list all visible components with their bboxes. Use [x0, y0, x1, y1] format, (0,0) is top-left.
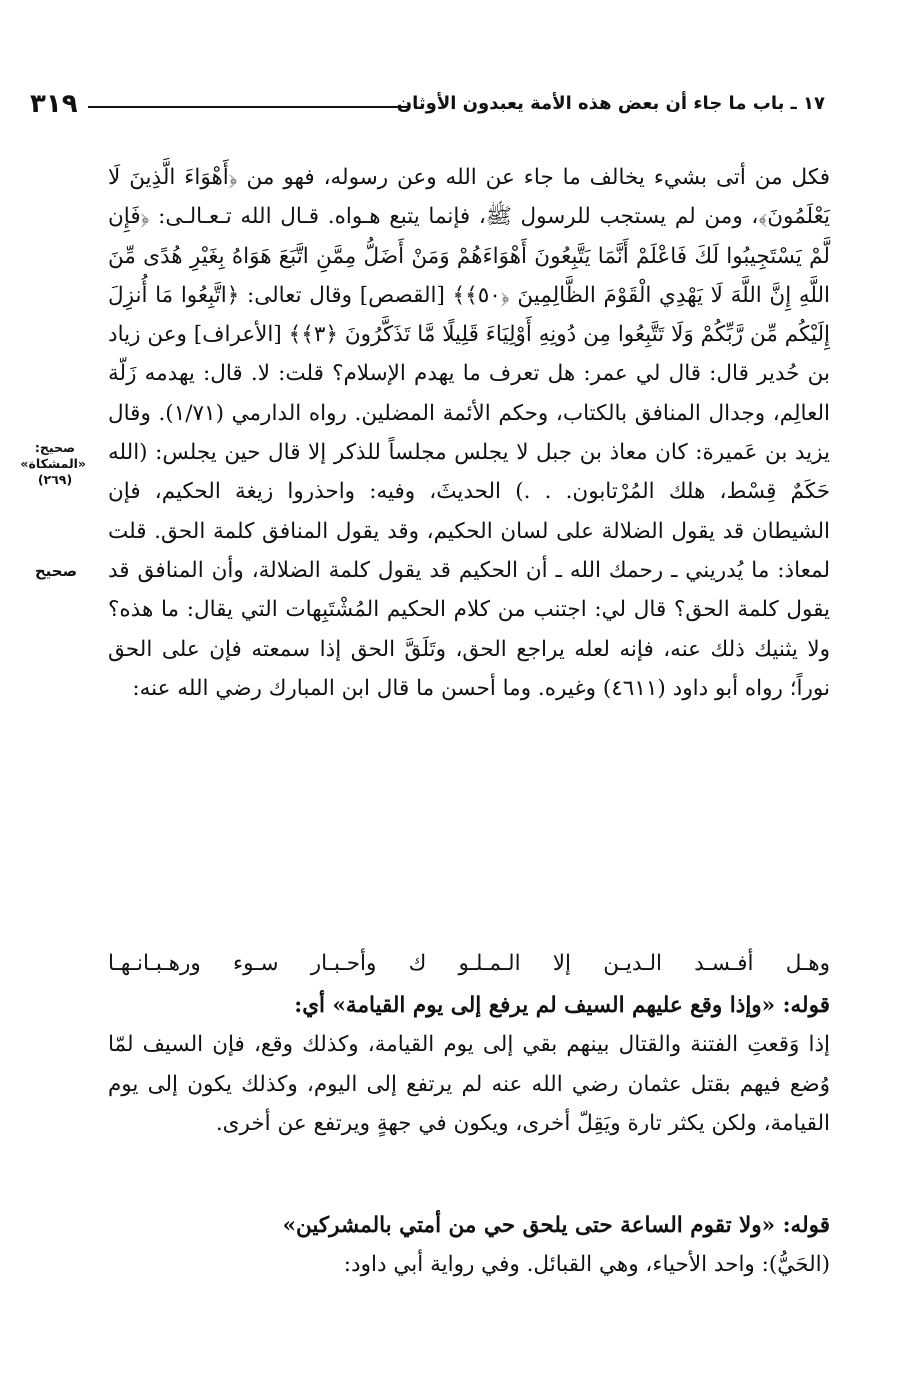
quote-lead-2: قوله: «ولا تقوم الساعة حتى يلحق حي من أمتي بالمشركين»: [282, 1213, 830, 1238]
commentary-block-1: [108, 986, 830, 1143]
margin-note-sahih-mishkat: صحيح: «المشكاة» (٢٦٩): [20, 440, 86, 487]
commentary-block-2: [108, 1206, 830, 1285]
paragraph-3-lead: [108, 1206, 830, 1245]
paragraph-3-body: (الحَيُّ): واحد الأحياء، وهي القبائل. وفي رواية أبي داود:: [343, 1252, 830, 1278]
margin-note-sahih: صحيح: [34, 562, 78, 580]
quote-lead-1: قوله: «وإذا وقع عليهم السيف لم يرفع إلى يوم القيامة» أي:: [294, 993, 830, 1018]
header-rule: [88, 106, 408, 108]
paragraph-1: فكل من أتى بشيء يخالف ما جاء عن الله وعن رسوله، فهو من ﴿أَهْوَاءَ الَّذِينَ لَا يَعْلَمُونَ﴾، ومن لم يستجب للرسول ﷺ، فإنما يتبع هـواه. قـال الله تـعـالـى: ﴿فَإِن لَّمْ يَسْتَجِيبُوا لَكَ فَاعْلَمْ أَنَّمَا يَتَّبِعُونَ أَهْوَاءَهُمْ وَمَنْ أَضَلُّ مِمَّنِ اتَّبَعَ هَوَاهُ بِغَيْرِ هُدًى مِّنَ اللَّهِ إِنَّ اللَّهَ لَا يَهْدِي الْقَوْمَ الظَّالِمِينَ ﴿٥٠﴾﴾ [القصص] وقال تعالى: ﴿اتَّبِعُوا مَا أُنزِلَ إِلَيْكُم مِّن رَّبِّكُمْ وَلَا تَتَّبِعُوا مِن دُونِهِ أَوْلِيَاءَ قَلِيلًا مَّا تَذَكَّرُونَ ﴿٣﴾﴾ [الأعراف] وعن زياد بن حُدير قال: قال لي عمر: هل تعرف ما يهدم الإسلام؟ قلت: لا. قال: يهدمه زَلّة العالِم، وجدال المنافق بالكتاب، وحكم الأئمة المضلين. رواه الدارمي (١/٧١). وقال يزيد بن عَميرة: كان معاذ بن جبل لا يجلس مجلساً للذكر إلا قال حين يجلس: (الله حَكَمٌ قِسْط، هلك المُرْتابون. . .) الحديثَ، وفيه: واحذروا زيغة الحكيم، فإن الشيطان قد يقول الضلالة على لسان الحكيم، وقد يقول المنافق كلمة الحق. قلت لمعاذ: ما يُدريني ـ رحمك الله ـ أن الحكيم قد يقول كلمة الضلالة، وأن المنافق قد يقول كلمة الحق؟ قال لي: اجتنب من كلام الحكيم المُشْتَبِهات التي يقال: ما هذه؟ ولا يثنيك ذلك عنه، فإنه لعله يراجع الحق، وتَلَقَّ الحق إذا سمعته فإن على الحق نوراً؛ رواه أبو داود (٤٦١١) وغيره. وما أحسن ما قال ابن المبارك رضي الله عنه:: [108, 165, 830, 701]
poem-verse: وهـل أفـسـد الـديـن إلا الـمـلـو ك وأحـبـار سـوء ورهـبـانـهـا: [108, 951, 830, 976]
chapter-title: ١٧ ـ باب ما جاء أن بعض هذه الأمة يعبدون الأوثان: [396, 93, 825, 114]
page-header: [30, 86, 825, 126]
page-number: ٣١٩: [30, 89, 78, 119]
paragraph-2: [108, 986, 830, 1025]
paragraph-2-body: إذا وَقعتِ الفتنة والقتال بينهم بقي إلى يوم القيامة، وكذلك وقع، فإن السيف لمّا وُضع فيهم بقتل عثمان رضي الله عنه لم يرتفع إلى اليوم، وكذلك يكون إلى يوم القيامة، ولكن يكثر تارة ويَقِلّ أخرى، ويكون في جهةٍ ويرتفع عن أخرى.: [108, 1032, 830, 1136]
main-paragraph: [108, 158, 830, 708]
